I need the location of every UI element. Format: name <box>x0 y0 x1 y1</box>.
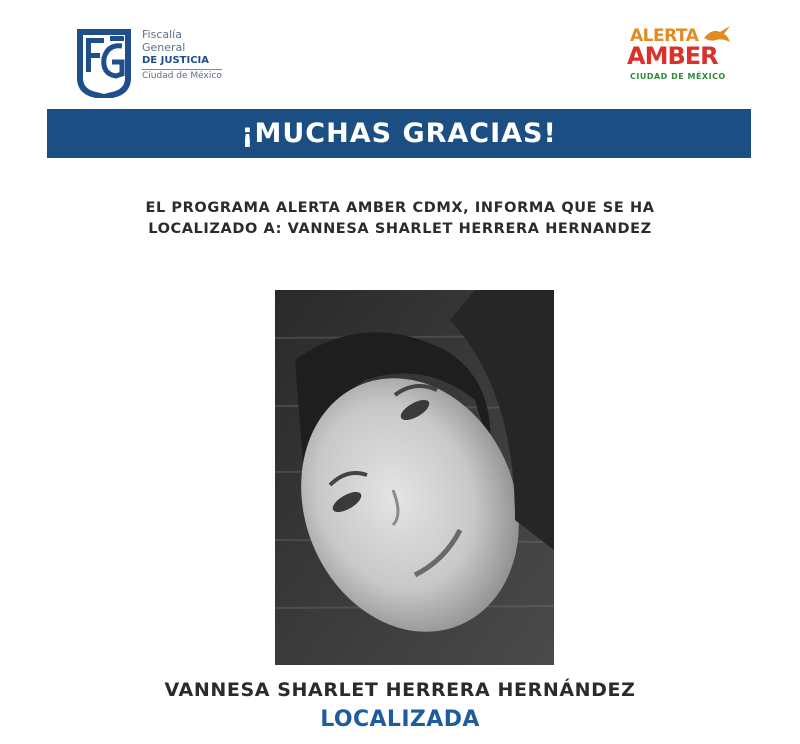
fiscalia-wordmark <box>142 28 242 83</box>
amber-logo-line3: CIUDAD DE MÉXICO <box>630 72 726 81</box>
fiscalia-logo <box>72 22 232 100</box>
fiscalia-line4: Ciudad de México <box>142 71 222 81</box>
person-name: VANNESA SHARLET HERRERA HERNÁNDEZ <box>164 679 636 701</box>
amber-logo-line1: ALERTA <box>630 26 699 46</box>
fiscalia-line1: Fiscalía <box>142 28 182 41</box>
portrait-image <box>275 290 554 665</box>
banner-title: ¡MUCHAS GRACIAS! <box>241 118 557 149</box>
amber-logo-line2: AMBER <box>627 42 718 70</box>
notice-text <box>60 198 740 240</box>
alerta-amber-logo <box>624 22 736 94</box>
notice-line1: EL PROGRAMA ALERTA AMBER CDMX, INFORMA QUE SE HA <box>145 200 655 216</box>
fiscalia-line3: DE JUSTICIA <box>142 55 209 66</box>
person-photo <box>275 290 554 665</box>
fgj-emblem-icon <box>72 26 136 98</box>
notice-line2: LOCALIZADO A: VANNESA SHARLET HERRERA HERNANDEZ <box>148 221 652 237</box>
thank-you-banner <box>47 109 751 158</box>
fiscalia-line2: General <box>142 41 186 54</box>
status-label: LOCALIZADA <box>320 707 480 732</box>
